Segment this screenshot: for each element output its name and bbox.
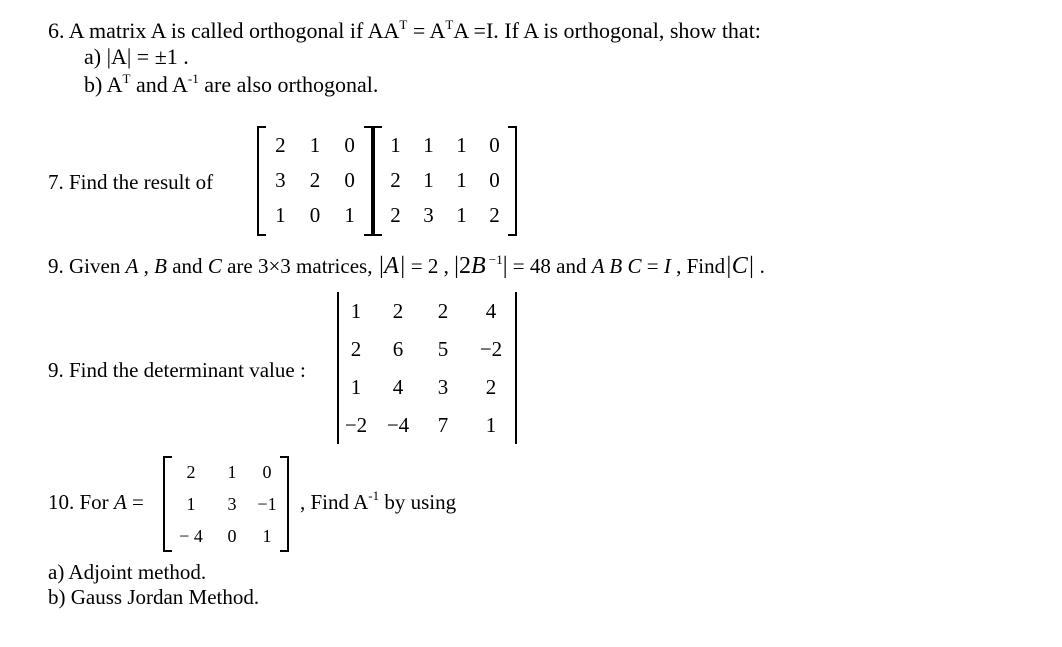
cell: 2	[390, 168, 401, 192]
cell: 3	[275, 168, 286, 192]
q10-find-a: , Find A	[300, 490, 369, 514]
q6-sup-2: T	[445, 17, 454, 32]
var-b: B	[470, 253, 486, 279]
cell: 2	[489, 203, 500, 227]
q6-part-b	[84, 72, 378, 101]
q10-eq: =	[126, 490, 144, 514]
var-a: A	[125, 254, 139, 278]
cell: 0	[309, 203, 321, 227]
q6-statement	[48, 18, 761, 47]
cell: 2	[390, 203, 401, 227]
q10-text: 10. For	[48, 490, 114, 514]
q9-text: 9. Given	[48, 254, 126, 278]
q10-find-b: by using	[379, 490, 457, 514]
cell: 0	[489, 168, 500, 192]
cell: 2	[437, 298, 449, 323]
q6b-text-3: are also orthogonal.	[198, 72, 379, 97]
cell: 1	[350, 298, 362, 323]
cell: 0	[344, 168, 355, 192]
q9-det-label: 9. Find the determinant value :	[48, 358, 306, 382]
cell: − 4	[179, 525, 203, 546]
var-c: C	[207, 254, 222, 278]
cell: 1	[186, 493, 196, 514]
q9-det-grid	[337, 292, 517, 444]
cell: 1	[456, 203, 467, 227]
cell: 4	[392, 374, 404, 399]
abs-2b-open: |2	[454, 253, 471, 279]
cell: −4	[386, 412, 410, 437]
q9-given-statement	[48, 254, 765, 281]
q6-sup-1: T	[399, 17, 408, 32]
cell: 7	[437, 412, 449, 437]
cell: 1	[227, 461, 237, 482]
q6-text-2: = A	[407, 18, 446, 43]
var-b: B	[154, 254, 167, 278]
cell: 1	[423, 168, 434, 192]
cell: 2	[186, 461, 196, 482]
cell: 0	[344, 133, 355, 157]
q10-grid	[167, 456, 285, 552]
q9-text: = 2 ,	[405, 254, 455, 278]
q10-part-a: a) Adjoint method.	[48, 560, 207, 584]
q10-inverse-sup: -1	[368, 488, 380, 503]
cell: 2	[275, 133, 286, 157]
cell: 2	[309, 168, 321, 192]
cell: 1	[456, 168, 467, 192]
cell: −2	[344, 412, 368, 437]
cell: 1	[309, 133, 321, 157]
cell: 3	[423, 203, 434, 227]
q10-matrix	[163, 456, 289, 552]
q7-right-grid	[379, 128, 511, 233]
cell: 1	[262, 525, 272, 546]
q6-part-a: a) |A| = ±1 .	[84, 44, 189, 69]
cell: 1	[390, 133, 401, 157]
q9-text: and	[166, 254, 208, 278]
abs-a: |A|	[377, 253, 406, 279]
cell: 0	[227, 525, 237, 546]
abs-2b-close: |	[502, 253, 508, 279]
var-abc: A B C	[591, 254, 642, 278]
cell: 0	[262, 461, 272, 482]
q6b-text-1: b) A	[84, 72, 123, 97]
cell: 6	[392, 336, 404, 361]
cell: 2	[392, 298, 404, 323]
cell: 1	[485, 412, 497, 437]
abs-c: |C|	[725, 253, 755, 279]
q6b-sup-2: -1	[187, 71, 199, 86]
cell: 0	[489, 133, 500, 157]
var-i: I	[663, 254, 671, 278]
q6b-sup-1: T	[122, 71, 131, 86]
cell: 4	[485, 298, 497, 323]
q7-label: 7. Find the result of	[48, 170, 214, 194]
cell: −1	[257, 493, 277, 514]
q9-text: = 48 and	[507, 254, 592, 278]
inverse-sup: −1	[485, 252, 503, 267]
q7-matrix-left	[257, 126, 373, 236]
q6-text-3: A =I. If A is orthogonal, show that:	[453, 18, 761, 43]
cell: 3	[437, 374, 449, 399]
q6b-text-2: and A	[130, 72, 188, 97]
q6-text-1: 6. A matrix A is called orthogonal if AA	[48, 18, 400, 43]
cell: 1	[275, 203, 286, 227]
q9-text: are 3×3 matrices,	[221, 254, 378, 278]
q7-matrix-right	[373, 126, 517, 236]
cell: 3	[227, 493, 237, 514]
cell: 1	[456, 133, 467, 157]
cell: 2	[485, 374, 497, 399]
cell: 1	[344, 203, 355, 227]
q7-left-grid	[263, 128, 367, 233]
q9-text: =	[641, 254, 664, 278]
cell: 5	[437, 336, 449, 361]
var-a: A	[113, 490, 127, 514]
q9-text: ,	[138, 254, 155, 278]
q10-part-b: b) Gauss Jordan Method.	[48, 585, 260, 609]
cell: −2	[479, 336, 503, 361]
q10-find-text	[300, 490, 456, 517]
cell: 2	[350, 336, 362, 361]
q9-text: .	[754, 254, 765, 278]
q9-determinant	[337, 292, 517, 444]
cell: 1	[350, 374, 362, 399]
q9-text: , Find	[670, 254, 726, 278]
q10-label	[48, 490, 144, 514]
cell: 1	[423, 133, 434, 157]
